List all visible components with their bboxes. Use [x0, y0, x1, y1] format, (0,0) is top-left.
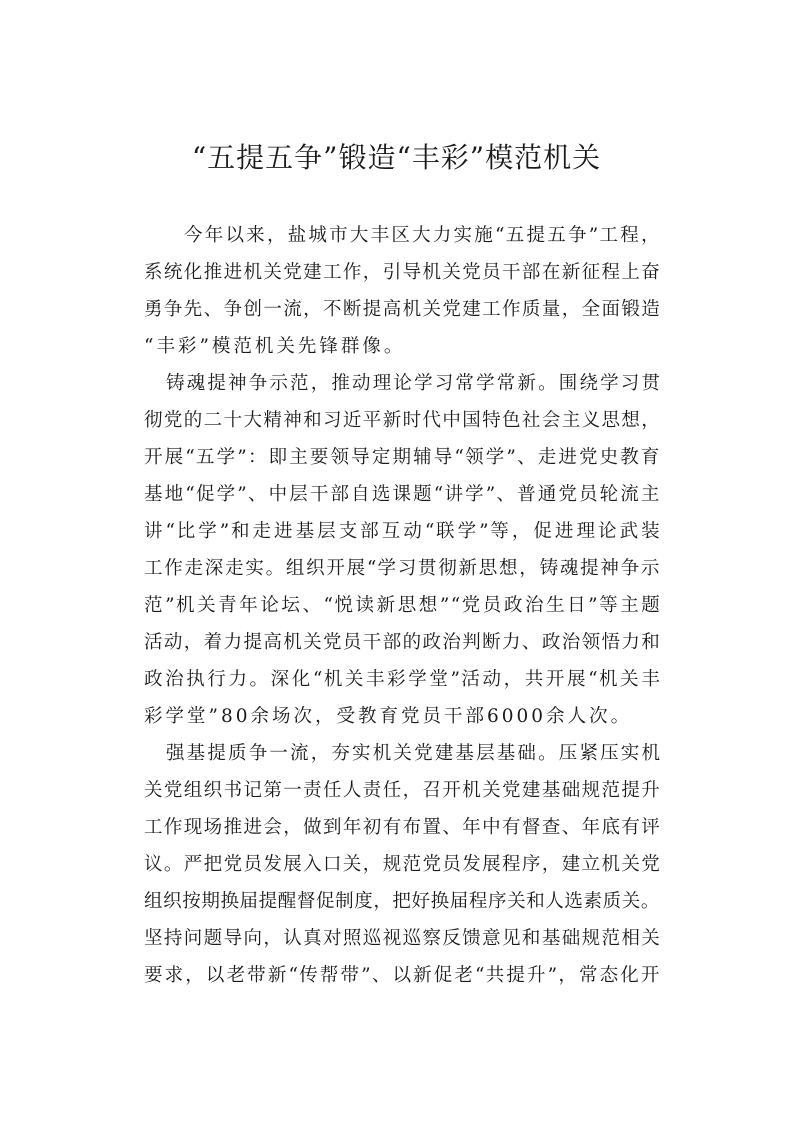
document-body	[144, 217, 660, 994]
text-line: “丰彩”模范机关先锋群像。	[144, 336, 406, 357]
text-line: 勇 争 先 、 争 创 一 流 ， 不 断 提 高 机 关 党 建 工 作 质 量 ， 全 面 锻 造	[144, 299, 660, 320]
text-line: 基 地 “ 促 学 ” 、 中 层 干 部 自 选 课 题 “ 讲 学 ” 、 普 通 党 员 轮 流 主	[144, 484, 660, 505]
text-line: 今 年 以 来 ， 盐 城 市 大 丰 区 大 力 实 施 “ 五 提 五 争 ” 工 程 ，	[184, 225, 660, 246]
text-line: 彩学堂”80余场次，受教育党员干部6000余人次。	[144, 706, 633, 727]
text-line: 组 织 按 期 换 届 提 醒 督 促 制 度 ， 把 好 换 届 程 序 关 和 人 选 素 质 关 。	[144, 891, 660, 912]
text-line: 政 治 执 行 力 。 深 化 “ 机 关 丰 彩 学 堂 ” 活 动 ， 共 开 展 “ 机 关 丰	[144, 669, 660, 690]
paragraph-theory-study	[144, 365, 660, 735]
text-line: 工 作 现 场 推 进 会 ， 做 到 年 初 有 布 置 、 年 中 有 督 查 、 年 底 有 评	[144, 817, 660, 838]
text-line: 铸 魂 提 神 争 示 范 ， 推 动 理 论 学 习 常 学 常 新 。 围 绕 学 习 贯	[166, 373, 660, 394]
text-line: 系 统 化 推 进 机 关 党 建 工 作 ， 引 导 机 关 党 员 干 部 在 新 征 程 上 奋	[144, 262, 660, 283]
text-line: 彻 党 的 二 十 大 精 神 和 习 近 平 新 时 代 中 国 特 色 社 会 主 义 思 想 ，	[144, 410, 660, 431]
text-line: 要 求 ， 以 老 带 新 “ 传 帮 带 ” 、 以 新 促 老 “ 共 提 升 ” ， 常 态 化 开	[144, 965, 660, 986]
text-line: 范 ” 机 关 青 年 论 坛 、 “ 悦 读 新 思 想 ” “ 党 员 政 治 生 日 ” 等 主 题	[144, 595, 660, 616]
text-line: 工 作 走 深 走 实 。 组 织 开 展 “ 学 习 贯 彻 新 思 想 ， 铸 魂 提 神 争 示	[144, 558, 660, 579]
text-line: 开 展 “ 五 学 ” ： 即 主 要 领 导 定 期 辅 导 “ 领 学 ” 、 走 进 党 史 教 育	[144, 447, 660, 468]
text-line: 关 党 组 织 书 记 第 一 责 任 人 责 任 ， 召 开 机 关 党 建 基 础 规 范 提 升	[144, 780, 660, 801]
paragraph-grassroots	[144, 735, 660, 994]
text-line: 强 基 提 质 争 一 流 ， 夯 实 机 关 党 建 基 层 基 础 。 压 紧 压 实 机	[166, 743, 660, 764]
text-line: 坚 持 问 题 导 向 ， 认 真 对 照 巡 视 巡 察 反 馈 意 见 和 基 础 规 范 相 关	[144, 928, 660, 949]
document-title: “五提五争”锻造“丰彩”模范机关	[191, 141, 602, 174]
text-line: 议 。 严 把 党 员 发 展 入 口 关 ， 规 范 党 员 发 展 程 序 ， 建 立 机 关 党	[144, 854, 660, 875]
paragraph-intro	[144, 217, 660, 365]
text-line: 活 动 ， 着 力 提 高 机 关 党 员 干 部 的 政 治 判 断 力 、 政 治 领 悟 力 和	[144, 632, 660, 653]
text-line: 讲 “ 比 学 ” 和 走 进 基 层 支 部 互 动 “ 联 学 ” 等 ， 促 进 理 论 武 装	[144, 521, 660, 542]
